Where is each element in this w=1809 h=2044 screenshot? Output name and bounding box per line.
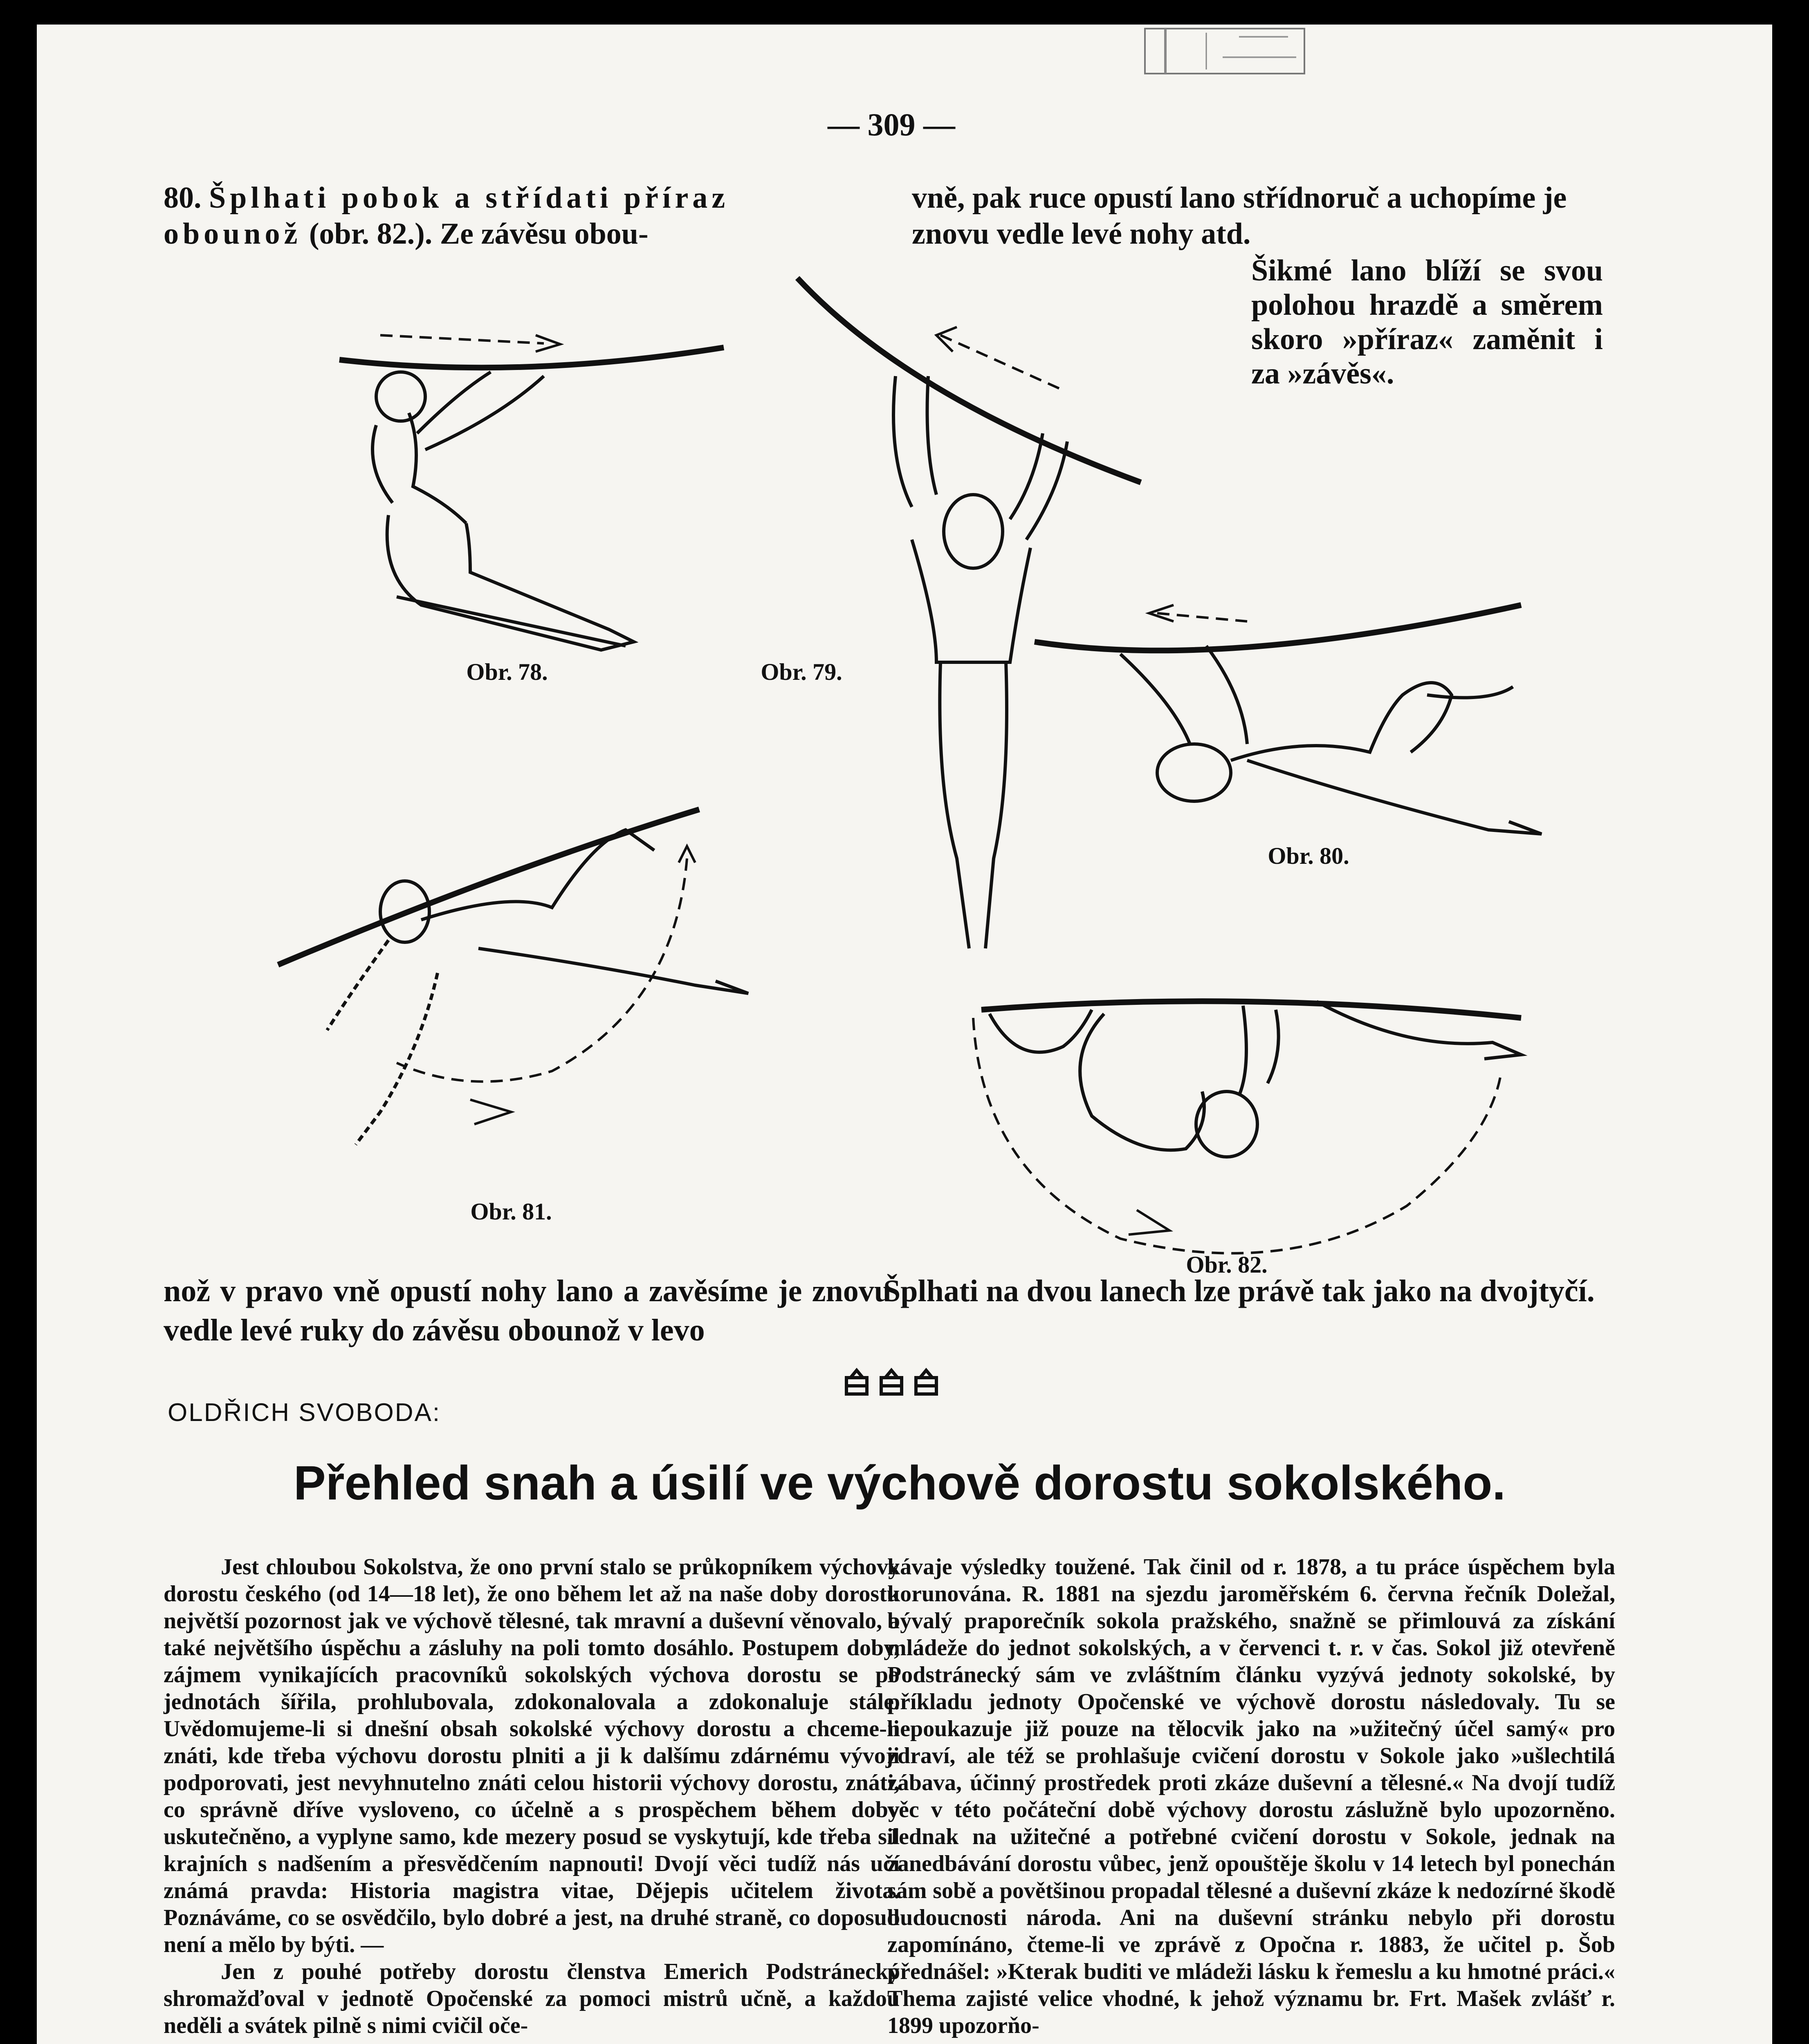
article-column-left — [164, 1553, 900, 2039]
figure-82-caption: Obr. 82. — [1186, 1251, 1268, 1278]
article-paragraph-1: Jest chloubou Sokolstva, že ono první stalo se průkopníkem výchovy dorostu českého (od 14—18 let), že ono během let až na naše doby dorostu největší pozornost jak ve výchově tělesné, tak mravní a duševní věnovalo, a také největšího úspěchu a zásluhy na poli tomto dosáhlo. Postupem doby, zájmem vynikajících pracovníků sokolských výchova dorostu se po jednotách šířila, prohlubovala, zdokonalovala a zdokonaluje stále. Uvědomujeme-li si dnešní obsah sokolské výchovy dorostu a chceme-li znáti, kde třeba výchovu dorostu plniti a ji k dalšímu zdárnému vývoji podporovati, jest nevyhnutelno znáti celou historii výchovy dorostu, znáti, co správně dříve vysloveno, co účelně a s prospěchem během doby uskutečněno, a vyplyne samo, kde mezery posud se vyskytují, kde třeba sil krajních s nadšením a přesvědčením napnouti! Dvojí věci tudíž nás učí známá pravda: Historia magistra vitae, Dějepis učitelem života. Poznáváme, co se osvědčilo, bylo dobré a jest, na druhé straně, co doposud není a mělo by býti. — — [164, 1554, 900, 1957]
page-number: — 309 — — [828, 107, 955, 142]
exercise-80-heading: Šplhati pobok a střídati příraz obounož — [164, 181, 729, 251]
oblique-rope-note: Šikmé lano blíží se svou polohou hrazdě a směrem skoro »příraz« zaměnit i za »závěs«. — [1251, 254, 1603, 390]
scan-stamp-mark — [1141, 25, 1313, 82]
exercise-80-text-left — [164, 180, 875, 252]
figure-78-illustration — [315, 311, 748, 687]
figure-80-caption: Obr. 80. — [1268, 843, 1349, 869]
exercise-80-continuation-left: nož v pravo vně opustí nohy lano a zavěsíme je znovu vedle levé ruky do závěsu obounož v levo — [164, 1274, 891, 1347]
figure-81-illustration — [266, 801, 838, 1202]
exercise-80-heading-rest: (obr. 82.). Ze závěsu obou- — [309, 217, 649, 251]
article-paragraph-3: kávaje výsledky toužené. Tak činil od r. 1878, a tu práce úspěchem byla korunována. R. 1881 na sjezdu jaroměřském 6. června řečník Doležal, bývalý praporečník sokola pražského, snažně se přimlouvá za získání mládeže do jednot sokolských, a v červenci t. r. v čas. Sokol již otevřeně Podstránecký sám ve zvláštním článku vyzývá jednoty sokolské, by příkladu jednoty Opočenské ve výchově dorostu následovaly. Tu se nepoukazuje již pouze na tělocvik jako na »užitečný účel samý« pro zdraví, ale též se prohlašuje cvičení dorostu v Sokole jako »ušlechtilá zábava, účinný prostředek proti zkáze duševní a tělesné.« Na dvojí tudíž věc v této počáteční době výchovy dorostu záslužně bylo upozorněno. Jednak na užitečné a potřebné cvičení dorostu v Sokole, jednak na zanedbávání dorostu vůbec, jenž opouštěje školu v 14 letech byl ponechán sám sobě a povětšinou propadal tělesné a duševní zkáze k nedozírné škodě budoucnosti národa. Ani na duševní stránku nebylo při dorostu zapomínáno, čteme-li ve zprávě z Opočna r. 1883, že učitel p. Šob přednášel: »Kterak buditi ve mládeži lásku k řemeslu a ku hmotné práci.« Thema zajisté velice vhodné, k jehož významu br. Frt. Mašek zvlášť r. 1899 upozorňo- — [887, 1554, 1615, 2038]
article-title: Přehled snah a úsilí ve výchově dorostu sokolského. — [293, 1456, 1506, 1510]
section-divider-ornament — [806, 1365, 977, 1398]
article-column-right — [887, 1553, 1615, 2039]
article-paragraph-2: Jen z pouhé potřeby dorostu členstva Emerich Podstránecký shromažďoval v jednotě Opočenské za pomoci mistrů učně, a každou neděli a svátek pilně s nimi cvičil oče- — [164, 1959, 900, 2038]
figure-80-illustration — [1018, 589, 1656, 875]
exercise-80-text-right: vně, pak ruce opustí lano střídnoruč a uchopíme je znovu vedle levé nohy atd. — [912, 181, 1567, 251]
article-author: OLDŘICH SVOBODA: — [168, 1399, 441, 1427]
figure-81-caption: Obr. 81. — [470, 1198, 552, 1225]
exercise-80-continuation-right: Šplhati na dvou lanech lze právě tak jako na dvojtyčí. — [883, 1274, 1595, 1308]
scanned-page — [37, 25, 1772, 2044]
figure-79-caption: Obr. 79. — [761, 659, 842, 685]
figure-78-caption: Obr. 78. — [466, 659, 548, 685]
figure-82-illustration — [957, 944, 1550, 1280]
exercise-80-heading-number: 80. — [164, 181, 202, 215]
